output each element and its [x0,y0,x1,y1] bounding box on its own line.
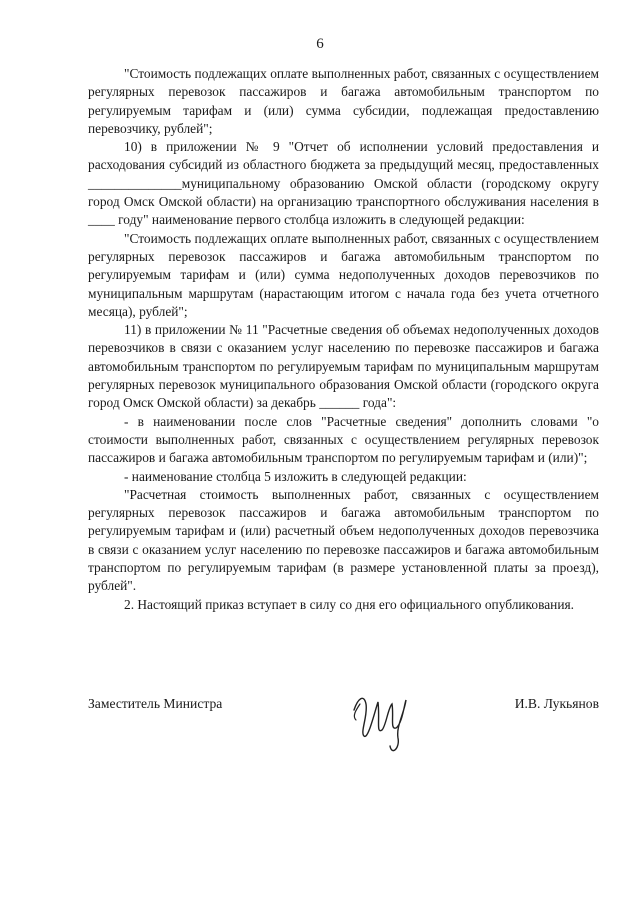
paragraph-item-10: 10) в приложении № 9 "Отчет об исполнении условий предоставления и расходования субсидий из областного бюджета за предыдущий месяц, предоставленных ______________муниципальному образованию Омской области (городскому округу город Омск Омской области) на организацию транспортного обслуживания населения в ____ году" наименование первого столбца изложить в следующей редакции: [88,139,599,228]
paragraph-effective-date: 2. Настоящий приказ вступает в силу со дня его официального опубликования. [124,596,574,612]
handwritten-signature [346,680,416,760]
paragraph-item-11: 11) в приложении № 11 "Расчетные сведения об объемах недополученных доходов перевозчиков в связи с оказанием услуг населению по перевозке пассажиров и багажа автомобильным транспортом по регулируемым тарифам по муниципальным маршрутам регулярных перевозок муниципального образования Омской области (городского округа город Омск Омской области) за декабрь ______ года": [88,322,599,411]
signature-block [88,690,599,750]
signatory-name: И.В. Лукьянов [514,696,599,711]
paragraph-column-name-2: "Стоимость подлежащих оплате выполненных работ, связанных с осуществлением регулярных перевозок пассажиров и багажа автомобильным транспортом по регулируемым тарифам и (или) сумма недополученных доходов перевозчиков по муниципальным маршрутам (нарастающим итогом с начала года без учета отчетного месяца), рублей"; [88,230,599,319]
paragraph-column-5-intro: - наименование столбца 5 изложить в следующей редакции: [124,468,467,484]
paragraph-title-addition: - в наименовании после слов "Расчетные сведения" дополнить словами "о стоимости выполненных работ, связанных с осуществлением регулярных перевозок пассажиров и багажа автомобильным транспортом по регулируемым тарифам и (или)"; [88,413,599,466]
signatory-position: Заместитель Министра [88,696,223,711]
document-body [88,65,599,614]
page-number: 6 [316,36,324,52]
paragraph-column-name-1: "Стоимость подлежащих оплате выполненных работ, связанных с осуществлением регулярных перевозок пассажиров и багажа автомобильным транспортом по регулируемым тарифам и (или) сумма субсидии, подлежащая предоставлению перевозчику, рублей"; [88,66,599,136]
paragraph-column-5-text: "Расчетная стоимость выполненных работ, связанных с осуществлением регулярных перевозок пассажиров и багажа автомобильным транспортом по регулируемым тарифам и (или) расчетный объем недополученных доходов перевозчика в связи с оказанием услуг населению по перевозке пассажиров и багажа автомобильным транспортом по регулируемым тарифам (в размере установленной платы за проезд), рублей". [88,486,599,594]
